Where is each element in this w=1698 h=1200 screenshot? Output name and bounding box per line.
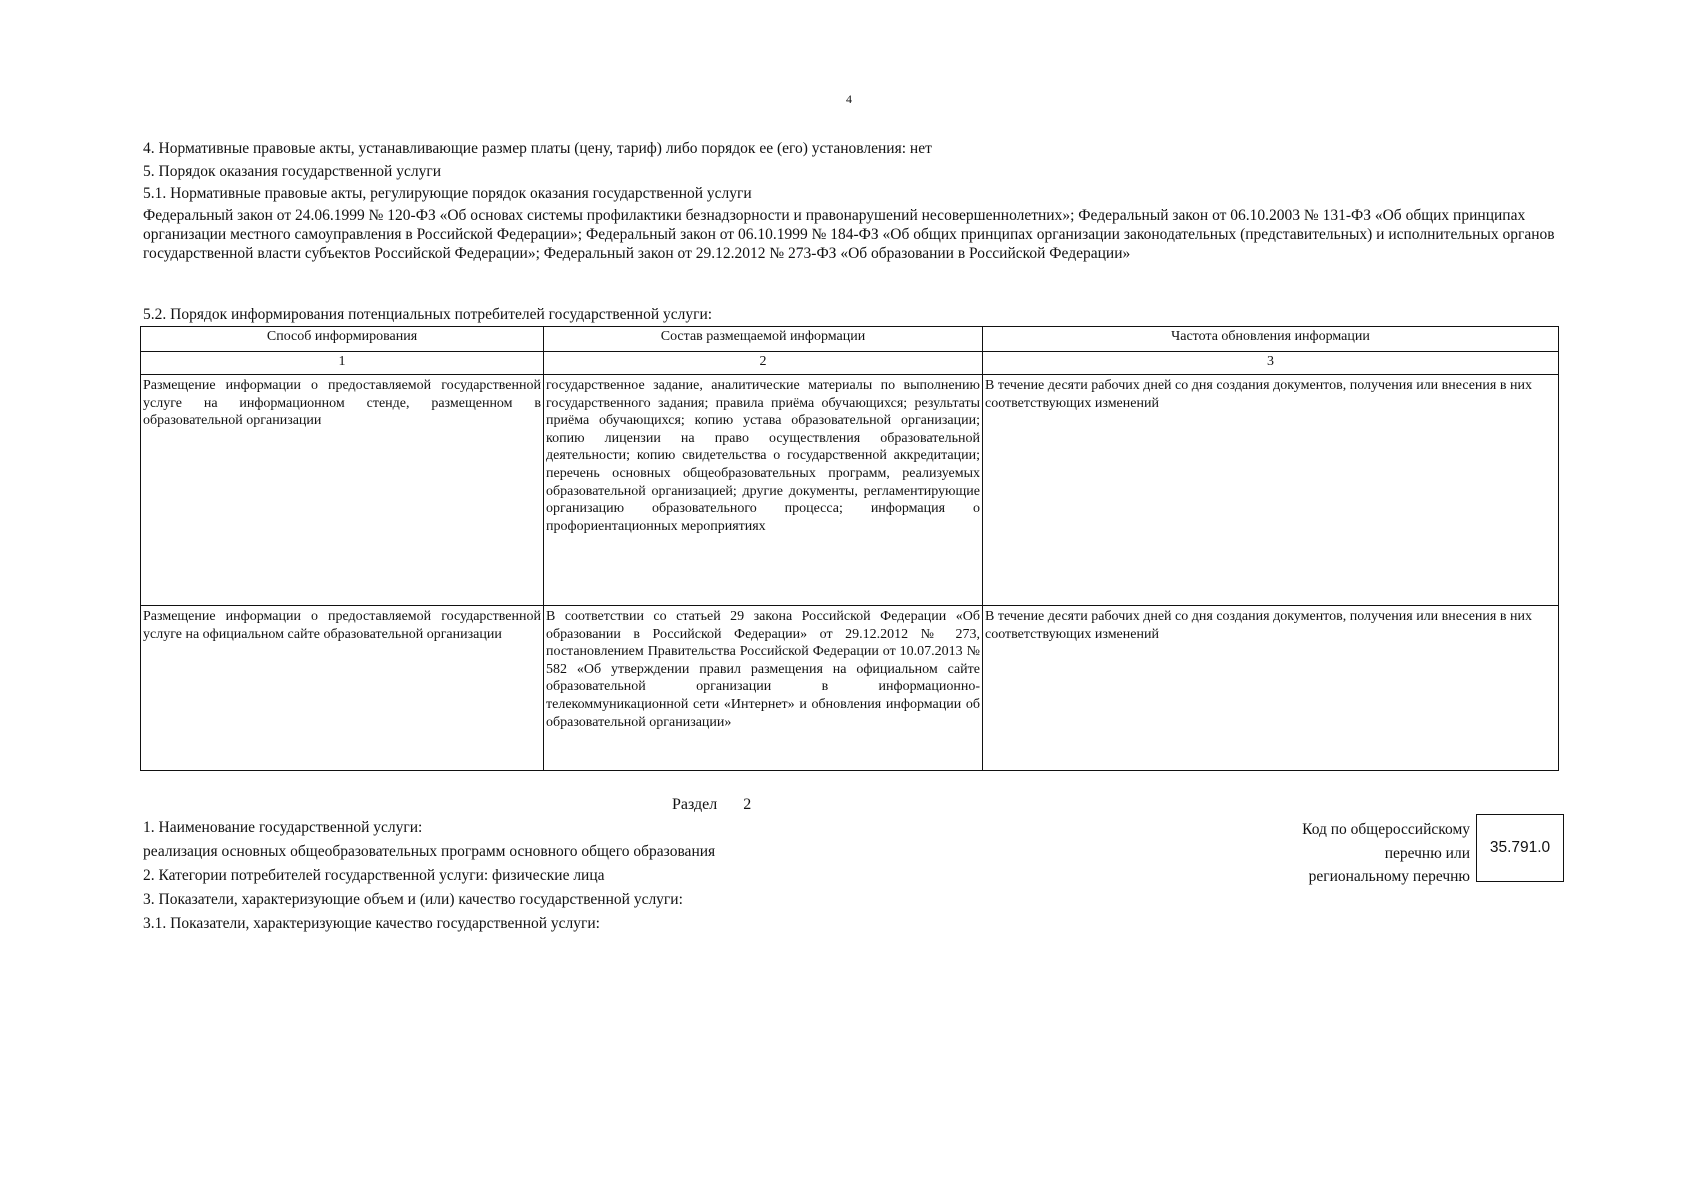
row-1-frequency: В течение десяти рабочих дней со дня создания документов, получения или внесения в них соответствующих изменений bbox=[983, 375, 1559, 606]
row-2-content: В соответствии со статьей 29 закона Российской Федерации «Об образовании в Российской Федерации» от 29.12.2012 № 273, постановлением Правительства Российской Федерации от 10.07.2013 № 582 «Об утверждении правил размещения на официальном сайте образовательной организации в информационно-телекоммуникационной сети «Интернет» и обновления информации об образовательной организации» bbox=[544, 606, 983, 771]
paragraph-4-fees: 4. Нормативные правовые акты, устанавливающие размер платы (цену, тариф) либо порядок ее (его) установления: нет bbox=[143, 140, 932, 157]
column-number-1: 1 bbox=[141, 352, 544, 375]
paragraph-5-1-legal-acts: 5.1. Нормативные правовые акты, регулирующие порядок оказания государственной услуги bbox=[143, 185, 752, 202]
table-row bbox=[141, 375, 1559, 606]
row-2-method: Размещение информации о предоставляемой государственной услуге на официальном сайте образовательной организации bbox=[141, 606, 544, 771]
table-number-row bbox=[141, 352, 1559, 375]
page-number: 4 bbox=[846, 92, 852, 106]
row-1-method: Размещение информации о предоставляемой государственной услуге на информационном стенде, размещенном в образовательной организации bbox=[141, 375, 544, 606]
header-frequency: Частота обновления информации bbox=[983, 327, 1559, 352]
registry-code-value: 35.791.0 bbox=[1476, 814, 1564, 882]
table-row bbox=[141, 606, 1559, 771]
code-label-line-1: Код по общероссийскому bbox=[1302, 821, 1470, 838]
section-title bbox=[672, 796, 751, 814]
row-2-frequency: В течение десяти рабочих дней со дня создания документов, получения или внесения в них соответствующих изменений bbox=[983, 606, 1559, 771]
table-header-row bbox=[141, 327, 1559, 352]
legal-acts-list: Федеральный закон от 24.06.1999 № 120-ФЗ «Об основах системы профилактики безнадзорности и правонарушений несовершеннолетних»; Федеральный закон от 06.10.2003 № 131-ФЗ «Об общих принципах организации местного самоуправления в Российской Федерации»; Федеральный закон от 06.10.1999 № 184-ФЗ «Об общих принципах организации законодательных (представительных) и исполнительных органов государственной власти субъектов Российской Федерации»; Федеральный закон от 29.12.2012 № 273-ФЗ «Об образовании в Российской Федерации» bbox=[143, 207, 1555, 262]
paragraph-5-2-informing: 5.2. Порядок информирования потенциальных потребителей государственной услуги: bbox=[143, 306, 713, 323]
row-1-content: государственное задание, аналитические материалы по выполнению государственного задания; правила приёма обучающихся; результаты приёма обучающихся; копию устава образовательной организации; копию лицензии на право осуществления образовательной деятельности; копию свидетельства о государственной аккредитации; перечень основных общеобразовательных программ, реализуемых образовательной организацией; другие документы, регламентирующие организацию образовательного процесса; информация о профориентационных мероприятиях bbox=[544, 375, 983, 606]
paragraph-5-procedure: 5. Порядок оказания государственной услуги bbox=[143, 163, 441, 180]
section-number: 2 bbox=[743, 796, 752, 813]
section-item-3-1: 3.1. Показатели, характеризующие качество государственной услуги: bbox=[143, 915, 600, 932]
header-content: Состав размещаемой информации bbox=[544, 327, 983, 352]
column-number-2: 2 bbox=[544, 352, 983, 375]
section-item-3: 3. Показатели, характеризующие объем и (или) качество государственной услуги: bbox=[143, 891, 683, 908]
code-label-line-2: перечню или bbox=[1384, 844, 1470, 862]
header-method: Способ информирования bbox=[141, 327, 544, 352]
section-item-1: 1. Наименование государственной услуги: bbox=[143, 819, 423, 836]
section-item-2: 2. Категории потребителей государственной услуги: физические лица bbox=[143, 867, 605, 884]
service-name: реализация основных общеобразовательных программ основного общего образования bbox=[143, 843, 716, 860]
section-label: Раздел bbox=[672, 796, 718, 813]
code-label-line-3: региональному перечню bbox=[1308, 868, 1470, 885]
registry-code-label bbox=[1210, 818, 1470, 889]
informing-table bbox=[140, 326, 1559, 771]
column-number-3: 3 bbox=[983, 352, 1559, 375]
